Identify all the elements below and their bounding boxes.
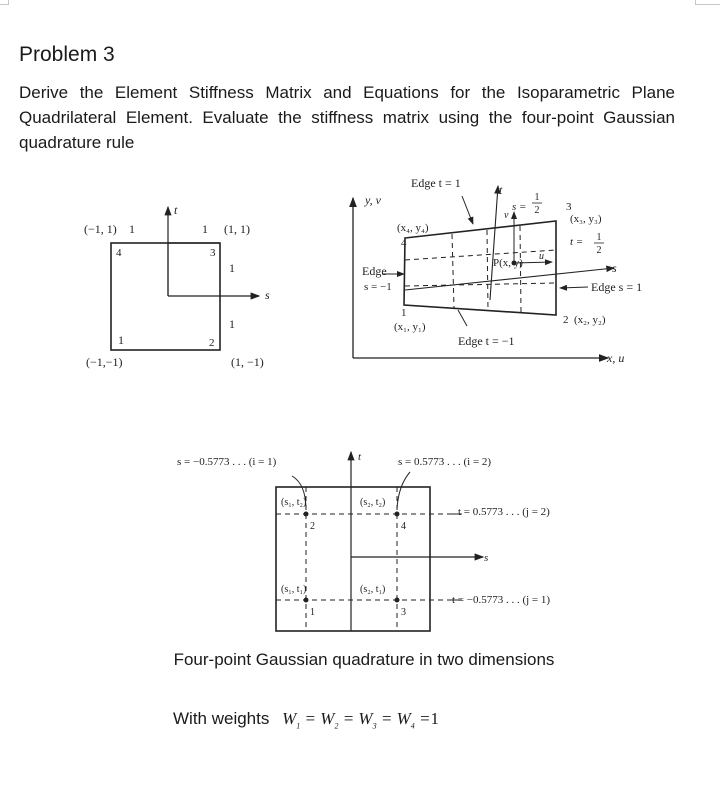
fig1-node-2: 2 <box>209 337 215 349</box>
gauss-point-s1t2 <box>304 512 309 517</box>
quad-element <box>404 221 556 315</box>
fig3-node-3: 3 <box>401 607 406 618</box>
physical-element-figure <box>353 186 614 358</box>
fig3-p-s2t1: (s₂, t₁) <box>360 584 386 595</box>
fig1-corner-br: (1, −1) <box>231 355 264 369</box>
fig1-bottom-left-one: 1 <box>118 333 124 347</box>
weights-label: With weights <box>173 709 270 728</box>
fig3-p-s1t1: (s₁, t₁) <box>281 584 307 595</box>
fig1-node-4: 4 <box>116 247 122 259</box>
fig1-right-one-top: 1 <box>229 261 235 275</box>
problem-title: Problem 3 <box>19 43 115 66</box>
gauss-point-s2t1 <box>395 598 400 603</box>
fig2-t-frac-den: 2 <box>596 245 602 256</box>
fig2-node1: 1 <box>401 307 407 319</box>
fig1-node-3: 3 <box>210 247 216 259</box>
fig1-t-label: t <box>174 203 178 217</box>
fig2-node3-coord: (x₃, y₃) <box>570 213 602 225</box>
fig1-corner-bl: (−1,−1) <box>86 355 123 369</box>
fig2-edge-bottom: Edge t = −1 <box>458 334 515 348</box>
fig3-p-s2t2: (s₂, t₂) <box>360 497 386 508</box>
fig2-edge-right: Edge s = 1 <box>591 280 643 294</box>
figure-caption: Four-point Gaussian quadrature in two dimensions <box>173 650 555 669</box>
weights-line <box>173 709 439 730</box>
fig2-t-label: t <box>499 183 503 197</box>
gauss-square <box>276 487 430 631</box>
fig1-top-one: 1 <box>202 222 208 236</box>
fig2-point-p: P(x, y) <box>493 257 523 269</box>
gauss-point-s1t1 <box>304 598 309 603</box>
fig3-node-4: 4 <box>401 521 406 532</box>
fig2-s-frac-num: 1 <box>534 192 540 203</box>
fig1-corner-tl: (−1, 1) <box>84 222 117 236</box>
fig2-x-axis-label: x, u <box>607 351 625 365</box>
fig2-node2: 2 <box>563 314 569 326</box>
fig2-u-label: u <box>539 251 544 262</box>
fig2-node1-coord: (x₁, y₁) <box>394 321 426 333</box>
fig2-s-label: s <box>612 261 617 275</box>
fig3-s-right-label: s = 0.5773 . . . (i = 2) <box>398 456 492 468</box>
fig1-corner-tr: (1, 1) <box>224 222 250 236</box>
fig2-node2-coord: (x₂, y₂) <box>574 314 606 326</box>
fig2-t-frac-num: 1 <box>596 232 602 243</box>
fig2-node4: 4 <box>401 237 407 249</box>
fig2-v-label: v <box>504 210 509 221</box>
problem-statement: Derive the Element Stiffness Matrix and Equations for the Isoparametric Plane Quadrilateral Element. Evaluate the stiffness matrix using the four-point Gaussian quadrature rule <box>19 83 675 152</box>
fig1-corner-tl-one: 1 <box>129 222 135 236</box>
fig2-edge-top: Edge t = 1 <box>411 176 461 190</box>
fig1-s-label: s <box>265 288 270 302</box>
fig2-s-half-label: s = <box>512 201 527 213</box>
fig2-s-frac-den: 2 <box>534 205 540 216</box>
t-local-arrow <box>490 186 498 300</box>
gauss-point-s2t2 <box>395 512 400 517</box>
fig3-t-bottom-label: t = −0.5773 . . . (j = 1) <box>452 594 551 606</box>
fig2-edge-left-2: s = −1 <box>364 281 392 293</box>
weights-equation: $W_1 = W_2 = W_3 = W_4 =1$ <box>282 709 439 731</box>
fig3-t-top-label: t = 0.5773 . . . (j = 2) <box>458 506 550 518</box>
fig3-s-left-label: s = −0.5773 . . . (i = 1) <box>177 456 277 468</box>
fig3-node-1: 1 <box>310 607 315 618</box>
fig2-t-half-label: t = <box>570 236 584 248</box>
fig2-node3: 3 <box>566 201 572 213</box>
fig2-y-axis-label: y, v <box>365 193 381 207</box>
fig3-t-label: t <box>358 451 362 463</box>
fig2-edge-left-1: Edge <box>362 264 387 278</box>
fig3-p-s1t2: (s₁, t₂) <box>281 497 307 508</box>
fig1-right-one-bottom: 1 <box>229 317 235 331</box>
fig2-node4-coord: (x₄, y₄) <box>397 222 429 234</box>
fig3-s-label: s <box>484 552 489 564</box>
fig3-node-2: 2 <box>310 521 315 532</box>
